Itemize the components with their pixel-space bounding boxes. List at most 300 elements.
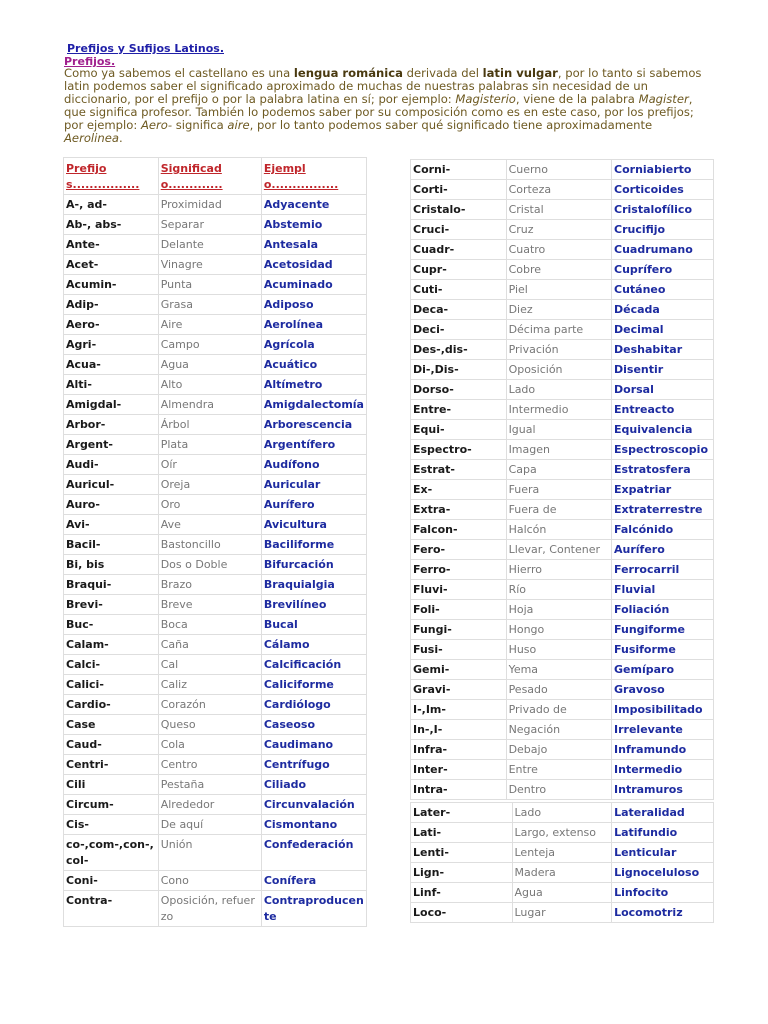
intro-segment: lengua románica: [293, 66, 403, 80]
prefix-cell: Avi-: [64, 515, 159, 535]
meaning-cell: Largo, extenso: [512, 823, 612, 843]
example-cell: Adyacente: [261, 195, 366, 215]
table-row: [64, 475, 367, 495]
table-row: [64, 835, 367, 871]
prefix-table-left: [63, 157, 367, 927]
table-row: [64, 555, 367, 575]
meaning-cell: Breve: [158, 595, 261, 615]
table-row: [64, 455, 367, 475]
example-cell: Argentífero: [261, 435, 366, 455]
prefix-cell: Deca-: [411, 300, 507, 320]
meaning-cell: Oro: [158, 495, 261, 515]
meaning-cell: Agua: [512, 883, 612, 903]
example-cell: Caseoso: [261, 715, 366, 735]
meaning-cell: Cuerno: [506, 160, 611, 180]
example-cell: Bifurcación: [261, 555, 366, 575]
table-row: [64, 435, 367, 455]
example-cell: Gemíparo: [612, 660, 714, 680]
prefix-cell: Equi-: [411, 420, 507, 440]
prefix-cell: Amigdal-: [64, 395, 159, 415]
header-ejemplo: Ejemplo................: [261, 158, 366, 195]
header-prefijos: Prefijos................: [64, 158, 159, 195]
table-row: [411, 500, 714, 520]
meaning-cell: Dentro: [506, 780, 611, 800]
page-title[interactable]: Prefijos y Sufijos Latinos.: [67, 42, 224, 55]
table-row: [64, 635, 367, 655]
intro-segment: , por lo tanto si sabemos latin podemos saber el significado aproximado de muchas de nuestras palabras sin necesidad de un diccionario, por el prefijo o por la palabra latina en sí; por ejemplo:: [64, 66, 702, 106]
meaning-cell: Imagen: [506, 440, 611, 460]
meaning-cell: Capa: [506, 460, 611, 480]
prefix-cell: Acet-: [64, 255, 159, 275]
table-row: [411, 180, 714, 200]
prefix-cell: Falcon-: [411, 520, 507, 540]
table-row: [64, 195, 367, 215]
intro-segment: latin vulgar: [482, 66, 558, 80]
example-cell: Auricular: [261, 475, 366, 495]
intro-paragraph: [64, 67, 714, 145]
meaning-cell: Brazo: [158, 575, 261, 595]
meaning-cell: Queso: [158, 715, 261, 735]
prefix-cell: Cis-: [64, 815, 159, 835]
example-cell: Linfocito: [612, 883, 714, 903]
example-cell: Extraterrestre: [612, 500, 714, 520]
prefix-cell: Inter-: [411, 760, 507, 780]
example-cell: Caudimano: [261, 735, 366, 755]
prefix-cell: Ex-: [411, 480, 507, 500]
meaning-cell: Oposición: [506, 360, 611, 380]
table-row: [64, 675, 367, 695]
prefix-cell: Gemi-: [411, 660, 507, 680]
table-row: [411, 380, 714, 400]
meaning-cell: Plata: [158, 435, 261, 455]
meaning-cell: Piel: [506, 280, 611, 300]
prefix-cell: A-, ad-: [64, 195, 159, 215]
prefix-cell: Auro-: [64, 495, 159, 515]
example-cell: Disentir: [612, 360, 714, 380]
prefix-cell: Linf-: [411, 883, 513, 903]
meaning-cell: Privación: [506, 340, 611, 360]
prefix-cell: Cuadr-: [411, 240, 507, 260]
prefix-cell: Lign-: [411, 863, 513, 883]
example-cell: Contraproducente: [261, 891, 366, 927]
intro-segment: .: [118, 131, 123, 145]
prefix-cell: Argent-: [64, 435, 159, 455]
example-cell: Lateralidad: [612, 803, 714, 823]
table-row: [64, 315, 367, 335]
meaning-cell: Lado: [506, 380, 611, 400]
example-cell: Irrelevante: [612, 720, 714, 740]
meaning-cell: Fuera de: [506, 500, 611, 520]
meaning-cell: Privado de: [506, 700, 611, 720]
table-row: [64, 275, 367, 295]
table-row: [411, 700, 714, 720]
prefix-cell: Fusi-: [411, 640, 507, 660]
example-cell: Arborescencia: [261, 415, 366, 435]
meaning-cell: Ave: [158, 515, 261, 535]
meaning-cell: Aire: [158, 315, 261, 335]
prefix-cell: Estrat-: [411, 460, 507, 480]
prefix-cell: Cristalo-: [411, 200, 507, 220]
example-cell: Cismontano: [261, 815, 366, 835]
meaning-cell: Cuatro: [506, 240, 611, 260]
meaning-cell: Cobre: [506, 260, 611, 280]
prefix-cell: Extra-: [411, 500, 507, 520]
example-cell: Brevilíneo: [261, 595, 366, 615]
table-row: [64, 815, 367, 835]
meaning-cell: Madera: [512, 863, 612, 883]
meaning-cell: Agua: [158, 355, 261, 375]
prefix-cell: Contra-: [64, 891, 159, 927]
prefix-cell: Ferro-: [411, 560, 507, 580]
example-cell: Cuadrumano: [612, 240, 714, 260]
prefix-cell: Di-,Dis-: [411, 360, 507, 380]
meaning-cell: Proximidad: [158, 195, 261, 215]
meaning-cell: Cono: [158, 871, 261, 891]
prefix-cell: Centri-: [64, 755, 159, 775]
table-row: [411, 803, 714, 823]
prefix-cell: Deci-: [411, 320, 507, 340]
prefix-table-right-top: [410, 159, 714, 800]
meaning-cell: Delante: [158, 235, 261, 255]
table-row: [64, 715, 367, 735]
prefix-cell: Foli-: [411, 600, 507, 620]
prefix-cell: Cruci-: [411, 220, 507, 240]
prefix-cell: Calci-: [64, 655, 159, 675]
example-cell: Fusiforme: [612, 640, 714, 660]
example-cell: Equivalencia: [612, 420, 714, 440]
example-cell: Caliciforme: [261, 675, 366, 695]
intro-segment: Magister: [638, 92, 689, 106]
example-cell: Cálamo: [261, 635, 366, 655]
table-row: [411, 320, 714, 340]
intro-segment: Magisterio: [455, 92, 516, 106]
table-row: [411, 740, 714, 760]
intro-segment: , viene de la palabra: [515, 92, 639, 106]
meaning-cell: Oposición, refuerzo: [158, 891, 261, 927]
example-cell: Decimal: [612, 320, 714, 340]
meaning-cell: Caliz: [158, 675, 261, 695]
example-cell: Altímetro: [261, 375, 366, 395]
prefix-cell: Loco-: [411, 903, 513, 923]
prefix-cell: Braqui-: [64, 575, 159, 595]
meaning-cell: Décima parte: [506, 320, 611, 340]
meaning-cell: Llevar, Contener: [506, 540, 611, 560]
example-cell: Foliación: [612, 600, 714, 620]
example-cell: Ferrocarril: [612, 560, 714, 580]
example-cell: Ciliado: [261, 775, 366, 795]
prefix-cell: I-,Im-: [411, 700, 507, 720]
table-row: [64, 775, 367, 795]
meaning-cell: Unión: [158, 835, 261, 871]
prefix-cell: Arbor-: [64, 415, 159, 435]
meaning-cell: Dos o Doble: [158, 555, 261, 575]
example-cell: Calcificación: [261, 655, 366, 675]
example-cell: Adiposo: [261, 295, 366, 315]
meaning-cell: Alrededor: [158, 795, 261, 815]
example-cell: Crucifijo: [612, 220, 714, 240]
prefix-cell: Fluvi-: [411, 580, 507, 600]
prefix-cell: Lenti-: [411, 843, 513, 863]
meaning-cell: Oír: [158, 455, 261, 475]
table-row: [64, 535, 367, 555]
example-cell: Inframundo: [612, 740, 714, 760]
meaning-cell: Intermedio: [506, 400, 611, 420]
header-row: [64, 158, 367, 195]
meaning-cell: Yema: [506, 660, 611, 680]
meaning-cell: Fuera: [506, 480, 611, 500]
intro-segment: , que significa profesor. También lo podemos saber por su composición como es en este caso, por los prefijos; por ejemplo:: [64, 92, 694, 132]
meaning-cell: Cristal: [506, 200, 611, 220]
intro-segment: Como ya sabemos el castellano es una: [64, 66, 294, 80]
table-row: [411, 280, 714, 300]
meaning-cell: Vinagre: [158, 255, 261, 275]
prefix-cell: In-,I-: [411, 720, 507, 740]
prefix-cell: Des-,dis-: [411, 340, 507, 360]
table-row: [411, 760, 714, 780]
meaning-cell: Halcón: [506, 520, 611, 540]
example-cell: Latifundio: [612, 823, 714, 843]
table-row: [64, 395, 367, 415]
example-cell: Lenticular: [612, 843, 714, 863]
meaning-cell: Negación: [506, 720, 611, 740]
example-cell: Agrícola: [261, 335, 366, 355]
meaning-cell: Centro: [158, 755, 261, 775]
table-row: [64, 655, 367, 675]
table-row: [411, 420, 714, 440]
example-cell: Fluvial: [612, 580, 714, 600]
example-cell: Conífera: [261, 871, 366, 891]
table-row: [64, 235, 367, 255]
prefix-cell: Bacil-: [64, 535, 159, 555]
prefix-cell: Fungi-: [411, 620, 507, 640]
meaning-cell: Corazón: [158, 695, 261, 715]
table-row: [411, 460, 714, 480]
table-row: [411, 480, 714, 500]
example-cell: Acuminado: [261, 275, 366, 295]
table-row: [411, 660, 714, 680]
prefix-cell: Dorso-: [411, 380, 507, 400]
meaning-cell: Árbol: [158, 415, 261, 435]
section-title[interactable]: Prefijos.: [64, 55, 116, 68]
table-row: [64, 735, 367, 755]
table-row: [411, 843, 714, 863]
example-cell: Audífono: [261, 455, 366, 475]
table-row: [411, 360, 714, 380]
meaning-cell: Hongo: [506, 620, 611, 640]
example-cell: Deshabitar: [612, 340, 714, 360]
table-row: [411, 400, 714, 420]
meaning-cell: Río: [506, 580, 611, 600]
table-row: [64, 595, 367, 615]
meaning-cell: Bastoncillo: [158, 535, 261, 555]
table-row: [411, 640, 714, 660]
prefix-cell: Later-: [411, 803, 513, 823]
example-cell: Dorsal: [612, 380, 714, 400]
table-row: [64, 415, 367, 435]
table-row: [64, 755, 367, 775]
prefix-cell: Gravi-: [411, 680, 507, 700]
meaning-cell: Caña: [158, 635, 261, 655]
meaning-cell: Igual: [506, 420, 611, 440]
table-row: [411, 520, 714, 540]
table-row: [411, 300, 714, 320]
table-row: [411, 600, 714, 620]
example-cell: Cardiólogo: [261, 695, 366, 715]
meaning-cell: Corteza: [506, 180, 611, 200]
example-cell: Intramuros: [612, 780, 714, 800]
meaning-cell: Hierro: [506, 560, 611, 580]
prefix-cell: Cardio-: [64, 695, 159, 715]
meaning-cell: Entre: [506, 760, 611, 780]
prefix-cell: Case: [64, 715, 159, 735]
prefix-cell: Acumin-: [64, 275, 159, 295]
table-row: [411, 720, 714, 740]
prefix-cell: Fero-: [411, 540, 507, 560]
meaning-cell: Lado: [512, 803, 612, 823]
example-cell: Espectroscopio: [612, 440, 714, 460]
table-row: [64, 335, 367, 355]
prefix-cell: Aero-: [64, 315, 159, 335]
table-row: [64, 795, 367, 815]
prefix-cell: Corni-: [411, 160, 507, 180]
meaning-cell: Diez: [506, 300, 611, 320]
prefix-cell: Ante-: [64, 235, 159, 255]
example-cell: Cristalofílico: [612, 200, 714, 220]
prefix-cell: Acua-: [64, 355, 159, 375]
table-row: [411, 620, 714, 640]
table-row: [411, 580, 714, 600]
example-cell: Imposibilitado: [612, 700, 714, 720]
prefix-cell: Bi, bis: [64, 555, 159, 575]
prefix-cell: Cuti-: [411, 280, 507, 300]
prefix-cell: Ab-, abs-: [64, 215, 159, 235]
example-cell: Locomotriz: [612, 903, 714, 923]
intro-segment: derivada del: [402, 66, 483, 80]
table-row: [411, 680, 714, 700]
example-cell: Corticoides: [612, 180, 714, 200]
table-row: [64, 495, 367, 515]
meaning-cell: Lenteja: [512, 843, 612, 863]
meaning-cell: Cola: [158, 735, 261, 755]
prefix-cell: Coni-: [64, 871, 159, 891]
example-cell: Avicultura: [261, 515, 366, 535]
intro-segment: significa: [172, 118, 228, 132]
example-cell: Falcónido: [612, 520, 714, 540]
example-cell: Corniabierto: [612, 160, 714, 180]
example-cell: Bucal: [261, 615, 366, 635]
example-cell: Cutáneo: [612, 280, 714, 300]
example-cell: Antesala: [261, 235, 366, 255]
prefix-cell: Corti-: [411, 180, 507, 200]
table-row: [411, 160, 714, 180]
table-row: [411, 260, 714, 280]
meaning-cell: Boca: [158, 615, 261, 635]
example-cell: Intermedio: [612, 760, 714, 780]
prefix-cell: Lati-: [411, 823, 513, 843]
prefix-cell: Auricul-: [64, 475, 159, 495]
table-row: [64, 615, 367, 635]
example-cell: Acetosidad: [261, 255, 366, 275]
example-cell: Aerolínea: [261, 315, 366, 335]
meaning-cell: Alto: [158, 375, 261, 395]
intro-segment: Aero-: [140, 118, 173, 132]
prefix-cell: Entre-: [411, 400, 507, 420]
prefix-cell: Brevi-: [64, 595, 159, 615]
table-row: [411, 240, 714, 260]
meaning-cell: Grasa: [158, 295, 261, 315]
prefix-cell: Espectro-: [411, 440, 507, 460]
prefix-cell: Cupr-: [411, 260, 507, 280]
intro-segment: aire: [227, 118, 250, 132]
prefix-cell: Audi-: [64, 455, 159, 475]
example-cell: Entreacto: [612, 400, 714, 420]
meaning-cell: Cal: [158, 655, 261, 675]
example-cell: Fungiforme: [612, 620, 714, 640]
example-cell: Amigdalectomía: [261, 395, 366, 415]
table-row: [64, 575, 367, 595]
prefix-cell: Intra-: [411, 780, 507, 800]
meaning-cell: Punta: [158, 275, 261, 295]
table-row: [411, 200, 714, 220]
example-cell: Aurífero: [261, 495, 366, 515]
example-cell: Estratosfera: [612, 460, 714, 480]
intro-segment: , por lo tanto podemos saber qué significado tiene aproximadamente: [249, 118, 653, 132]
prefix-cell: Infra-: [411, 740, 507, 760]
meaning-cell: Lugar: [512, 903, 612, 923]
meaning-cell: De aquí: [158, 815, 261, 835]
intro-segment: Aerolinea: [64, 131, 119, 145]
table-row: [64, 515, 367, 535]
meaning-cell: Huso: [506, 640, 611, 660]
table-row: [64, 891, 367, 927]
prefix-cell: Adip-: [64, 295, 159, 315]
table-row: [411, 440, 714, 460]
example-cell: Circunvalación: [261, 795, 366, 815]
table-row: [64, 255, 367, 275]
table-row: [411, 560, 714, 580]
example-cell: Centrífugo: [261, 755, 366, 775]
table-row: [411, 780, 714, 800]
header-significado: Significado.............: [158, 158, 261, 195]
example-cell: Gravoso: [612, 680, 714, 700]
prefix-cell: Alti-: [64, 375, 159, 395]
meaning-cell: Cruz: [506, 220, 611, 240]
prefix-cell: Calici-: [64, 675, 159, 695]
table-row: [64, 871, 367, 891]
prefix-cell: co-,com-,con-,col-: [64, 835, 159, 871]
prefix-cell: Circum-: [64, 795, 159, 815]
example-cell: Confederación: [261, 835, 366, 871]
prefix-cell: Calam-: [64, 635, 159, 655]
example-cell: Expatriar: [612, 480, 714, 500]
table-row: [411, 903, 714, 923]
meaning-cell: Pesado: [506, 680, 611, 700]
example-cell: Década: [612, 300, 714, 320]
table-row: [64, 375, 367, 395]
table-row: [64, 215, 367, 235]
table-row: [411, 340, 714, 360]
table-row: [411, 220, 714, 240]
table-row: [64, 295, 367, 315]
table-row: [411, 883, 714, 903]
meaning-cell: Debajo: [506, 740, 611, 760]
prefix-cell: Agri-: [64, 335, 159, 355]
example-cell: Braquialgia: [261, 575, 366, 595]
example-cell: Aurífero: [612, 540, 714, 560]
meaning-cell: Almendra: [158, 395, 261, 415]
table-row: [64, 355, 367, 375]
table-row: [64, 695, 367, 715]
